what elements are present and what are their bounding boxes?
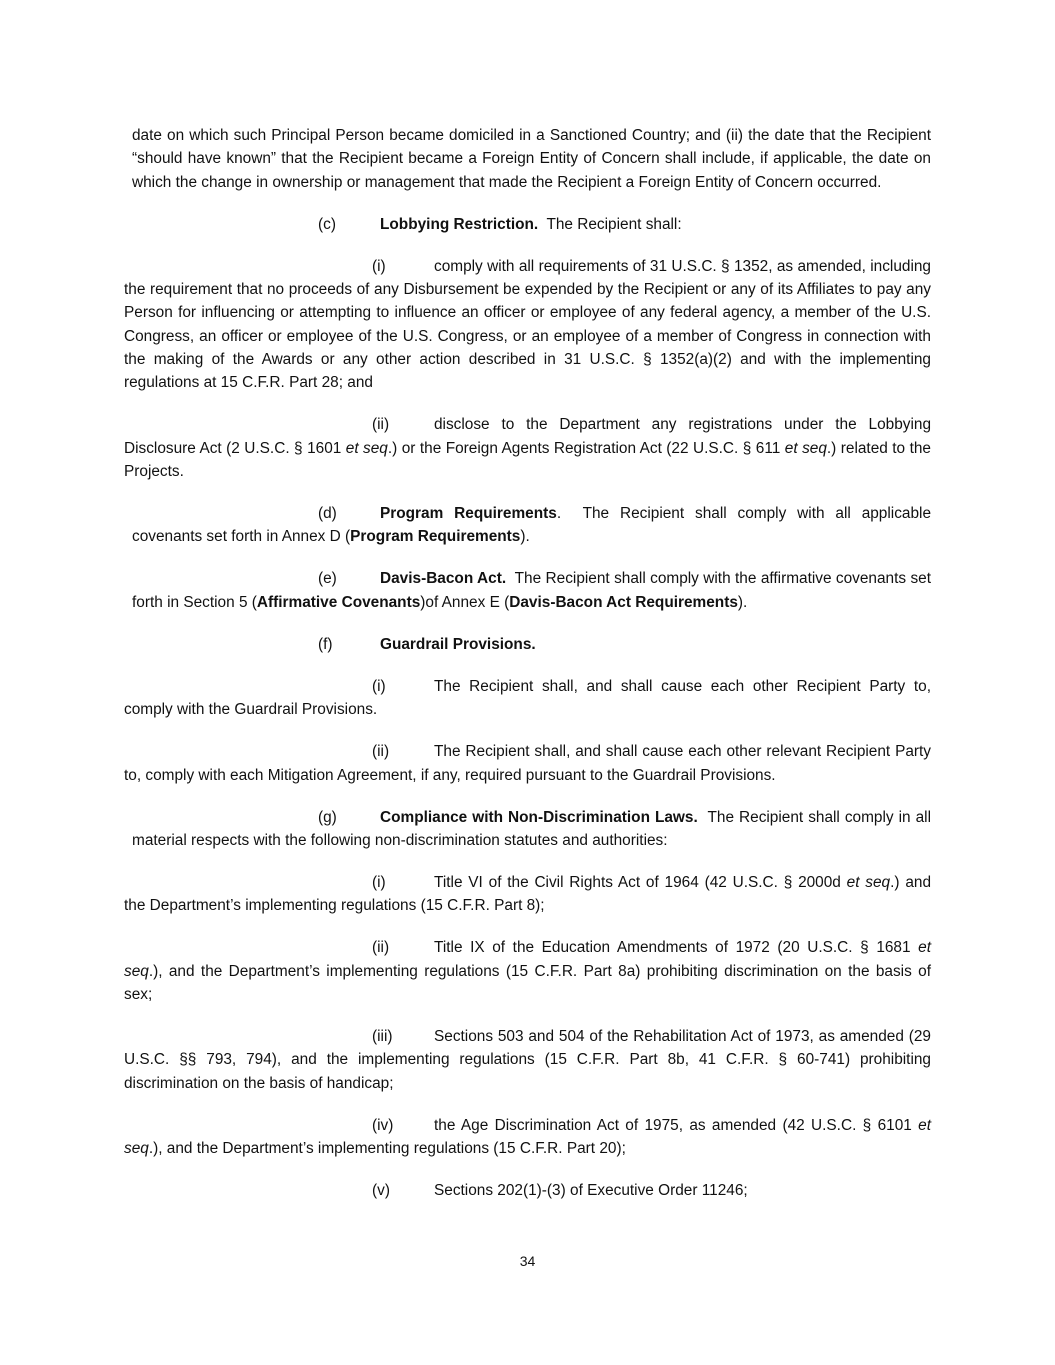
- italic-text: et seq: [124, 939, 936, 980]
- paragraph: [132, 213, 931, 236]
- paragraph-text: disclose to the Department any registrations under the Lobbying Disclosure Act (2 U.S.C. § 1601: [124, 416, 936, 457]
- document-body: [0, 124, 1055, 1221]
- paragraph-text: comply with all requirements of 31 U.S.C. § 1352, as amended, including the requirement that no proceeds of any Disbursement be expended by the Recipient or any of its Affiliates to pay any Person for influencing or attempting to influence an officer or employee of any federal agency, a member of the U.S. Congress, an officer or employee of the U.S. Congress, or an employee of a member of Congress in connection with the making of the Awards or any other action described in 31 U.S.C. § 1352(a)(2) and with the implementing regulations at 15 C.F.R. Part 28; and: [124, 257, 936, 392]
- paragraph-text: . The Recipient shall comply with all applicable covenants set forth in Annex D (: [132, 505, 936, 546]
- paragraph-label: (c): [318, 215, 336, 233]
- paragraph-label: (ii): [372, 743, 390, 761]
- paragraph-label: (d): [318, 505, 337, 523]
- paragraph: [132, 124, 936, 194]
- paragraph: [132, 567, 936, 614]
- section-heading: Lobbying Restriction.: [380, 215, 539, 233]
- paragraph-text: The Recipient shall comply in all material respects with the following non-discrimination statutes and authorities:: [132, 808, 936, 849]
- section-heading: Affirmative Covenants: [256, 593, 421, 611]
- section-heading: Program Requirements: [350, 528, 521, 546]
- section-heading: Davis-Bacon Act.: [380, 570, 507, 588]
- paragraph-label: (i): [372, 874, 386, 892]
- paragraph: [124, 936, 936, 1006]
- paragraph-text: Title VI of the Civil Rights Act of 1964 (42 U.S.C. § 2000d: [434, 874, 847, 892]
- paragraph-text: .) and the Department’s implementing regulations (15 C.F.R. Part 8);: [124, 874, 936, 915]
- paragraph-label: (iii): [372, 1028, 393, 1046]
- paragraph-text: The Recipient shall comply with the affirmative covenants set forth in Section 5 (: [132, 570, 936, 611]
- paragraph-text: Title IX of the Education Amendments of 1972 (20 U.S.C. § 1681: [434, 939, 919, 957]
- paragraph-text: ).: [737, 593, 748, 611]
- italic-text: et seq: [124, 1116, 936, 1158]
- paragraph-text: the Age Discrimination Act of 1975, as amended (42 U.S.C. § 6101: [434, 1116, 919, 1134]
- italic-text: et seq: [784, 439, 827, 457]
- paragraph: [124, 1025, 936, 1095]
- paragraph-text: Sections 503 and 504 of the Rehabilitation Act of 1973, as amended (29 U.S.C. §§ 793, 794), and the implementing regulations (15 C.F.R. Part 8b, 41 C.F.R. § 60-741) prohibiting discrimination on the basis of handicap;: [124, 1028, 936, 1092]
- section-heading: Program Requirements: [380, 505, 557, 523]
- paragraph: [132, 502, 936, 549]
- paragraph: [124, 675, 936, 722]
- italic-text: et seq: [345, 439, 388, 457]
- paragraph-text: The Recipient shall:: [538, 215, 682, 233]
- paragraph-label: (e): [318, 570, 337, 588]
- paragraph-label: (iv): [372, 1116, 394, 1134]
- paragraph: [132, 633, 931, 656]
- paragraph-label: (i): [372, 257, 386, 275]
- paragraph-label: (ii): [372, 416, 390, 434]
- paragraph: [124, 413, 936, 483]
- section-heading: Compliance with Non-Discrimination Laws.: [380, 808, 698, 826]
- paragraph-text: Sections 202(1)-(3) of Executive Order 11246;: [434, 1182, 748, 1200]
- paragraph-text: )of Annex E (: [420, 593, 510, 611]
- paragraph: [132, 806, 936, 853]
- italic-text: et seq: [846, 874, 891, 892]
- paragraph: [124, 255, 936, 395]
- paragraph-label: (f): [318, 635, 333, 653]
- page-number: 34: [519, 1253, 536, 1269]
- paragraph-text: ).: [520, 528, 530, 546]
- paragraph: [124, 1179, 931, 1202]
- paragraph-text: .), and the Department’s implementing regulations (15 C.F.R. Part 20);: [148, 1140, 626, 1158]
- paragraph-text: The Recipient shall, and shall cause each other relevant Recipient Party to, comply with each Mitigation Agreement, if any, required pursuant to the Guardrail Provisions.: [124, 743, 936, 784]
- paragraph-text: .), and the Department’s implementing regulations (15 C.F.R. Part 8a) prohibiting discrimination on the basis of sex;: [124, 962, 936, 1004]
- paragraph: [124, 740, 936, 787]
- paragraph: [124, 1114, 936, 1161]
- section-heading: Guardrail Provisions.: [380, 635, 536, 653]
- paragraph-label: (ii): [372, 939, 390, 957]
- section-heading: Davis-Bacon Act Requirements: [509, 593, 738, 611]
- paragraph-label: (i): [372, 677, 386, 695]
- paragraph-label: (g): [318, 808, 337, 826]
- paragraph-text: date on which such Principal Person became domiciled in a Sanctioned Country; and (ii) the date that the Recipient “should have known” that the Recipient became a Foreign Entity of Concern shall include, if applicable, the date on which the change in ownership or management that made the Recipient a Foreign Entity of Concern occurred.: [132, 127, 936, 191]
- paragraph-text: The Recipient shall, and shall cause each other Recipient Party to, comply with the Guardrail Provisions.: [124, 677, 936, 719]
- paragraph: [124, 871, 936, 918]
- paragraph-label: (v): [372, 1182, 390, 1200]
- paragraph-text: .) or the Foreign Agents Registration Act (22 U.S.C. § 611: [387, 439, 785, 457]
- paragraph-text: .) related to the Projects.: [124, 439, 936, 480]
